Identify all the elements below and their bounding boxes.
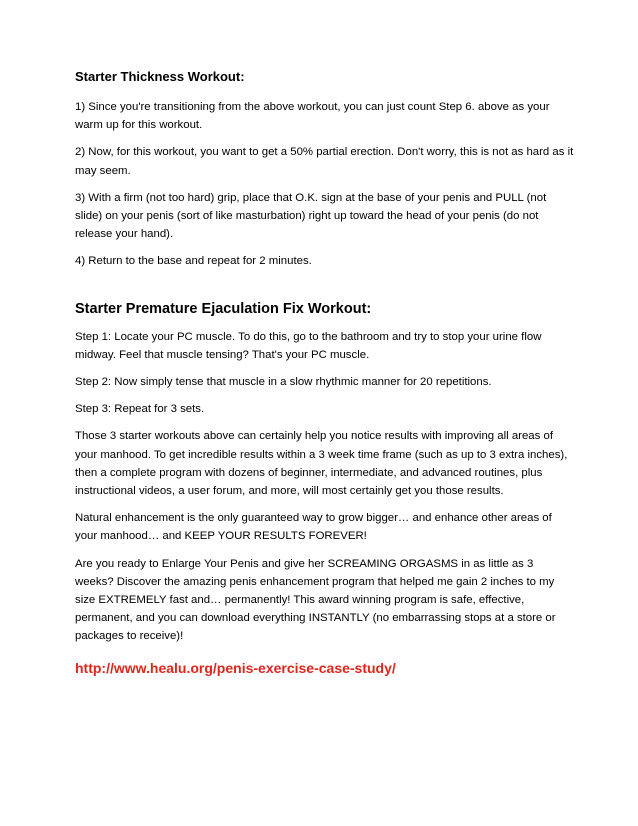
case-study-link[interactable]: http://www.healu.org/penis-exercise-case-study/	[75, 659, 396, 676]
thickness-step-3: 3) With a firm (not too hard) grip, place that O.K. sign at the base of your penis and PULL (not slide) on your penis (sort of like masturbation) right up toward the head of your penis (do not release your hand).	[75, 191, 547, 241]
pe-step-1: Step 1: Locate your PC muscle. To do this, go to the bathroom and try to stop your urine flow midway. Feel that muscle tensing? That's your PC muscle.	[75, 330, 542, 361]
thickness-step-1: 1) Since you're transitioning from the above workout, you can just count Step 6. above as your warm up for this workout.	[75, 101, 550, 132]
program-pitch-paragraph: Are you ready to Enlarge Your Penis and give her SCREAMING ORGASMS in as little as 3 weeks? Discover the amazing penis enhancement program that helped me gain 2 inches to my size EXTREMELY fast and… permanently! This award winning program is safe, effective, permanent, and you can download everything INSTANTLY (no embarrassing stops at a store or packages to receive)!	[75, 557, 556, 643]
section-title-thickness: Starter Thickness Workout:	[75, 69, 245, 84]
pe-step-2: Step 2: Now simply tense that muscle in a slow rhythmic manner for 20 repetitions.	[75, 376, 492, 389]
natural-enhancement-paragraph: Natural enhancement is the only guaranteed way to grow bigger… and enhance other areas of your manhood… and KEEP YOUR RESULTS FOREVER!	[75, 512, 552, 543]
document-page	[75, 68, 575, 678]
thickness-step-2: 2) Now, for this workout, you want to get a 50% partial erection. Don't worry, this is not as hard as it may seem.	[75, 146, 574, 177]
thickness-step-4: 4) Return to the base and repeat for 2 minutes.	[75, 255, 312, 268]
pe-step-3: Step 3: Repeat for 3 sets.	[75, 403, 205, 416]
section-spacer	[75, 280, 575, 300]
section-title-pe-fix: Starter Premature Ejaculation Fix Workout:	[75, 300, 372, 317]
results-paragraph: Those 3 starter workouts above can certainly help you notice results with improving all areas of your manhood. To get incredible results within a 3 week time frame (such as up to 3 extra inches), then a complete program with dozens of beginner, intermediate, and advanced routines, plus instructional videos, a user forum, and more, will most certainly get you those results.	[75, 430, 568, 498]
